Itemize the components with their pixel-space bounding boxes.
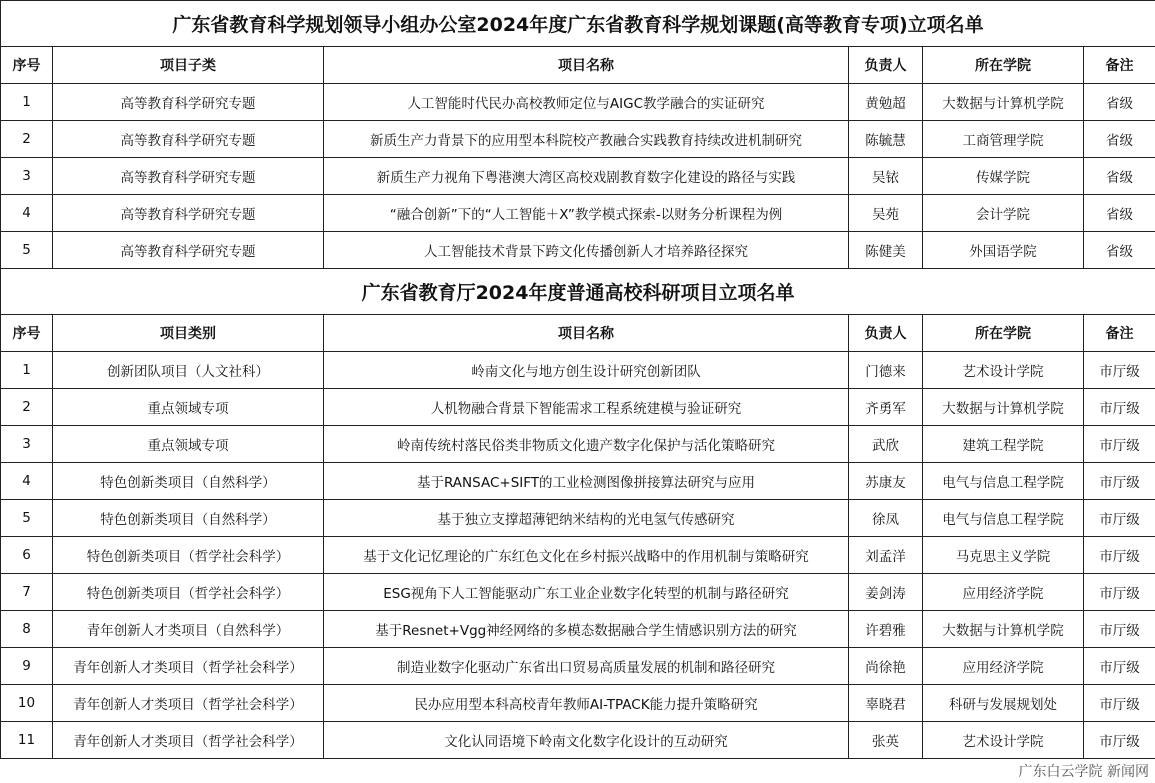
table-cell: 姜剑涛 — [849, 574, 923, 611]
column-header: 项目名称 — [324, 47, 849, 84]
table-cell: 8 — [1, 611, 53, 648]
table-row — [1, 500, 1155, 537]
table-cell: 基于Resnet+Vgg神经网络的多模态数据融合学生情感识别方法的研究 — [324, 611, 849, 648]
table-row — [1, 158, 1155, 195]
table-cell: 市厅级 — [1084, 500, 1155, 537]
table-cell: 许碧雅 — [849, 611, 923, 648]
table-cell: 黄勉超 — [849, 84, 923, 121]
table-cell: 6 — [1, 537, 53, 574]
table-cell: 建筑工程学院 — [923, 426, 1084, 463]
table-cell: 5 — [1, 500, 53, 537]
table-cell: 1 — [1, 84, 53, 121]
table-cell: 吴铱 — [849, 158, 923, 195]
table-cell: 特色创新类项目（哲学社会科学） — [53, 537, 324, 574]
table-row — [1, 389, 1155, 426]
table-cell: 市厅级 — [1084, 537, 1155, 574]
table-cell: 4 — [1, 195, 53, 232]
table-row — [1, 195, 1155, 232]
table-cell: 高等教育科学研究专题 — [53, 121, 324, 158]
table-cell: 应用经济学院 — [923, 574, 1084, 611]
section-title: 广东省教育厅2024年度普通高校科研项目立项名单 — [1, 269, 1155, 315]
table-cell: 尚徐艳 — [849, 648, 923, 685]
column-header: 项目名称 — [324, 315, 849, 352]
column-header: 所在学院 — [923, 47, 1084, 84]
table-cell: 基于独立支撑超薄钯纳米结构的光电氢气传感研究 — [324, 500, 849, 537]
table-cell: 人工智能技术背景下跨文化传播创新人才培养路径探究 — [324, 232, 849, 269]
table-cell: 岭南文化与地方创生设计研究创新团队 — [324, 352, 849, 389]
table-cell: 民办应用型本科高校青年教师AI-TPACK能力提升策略研究 — [324, 685, 849, 722]
column-header: 备注 — [1084, 315, 1155, 352]
table-cell: 大数据与计算机学院 — [923, 84, 1084, 121]
table-cell: 电气与信息工程学院 — [923, 463, 1084, 500]
table-cell: 文化认同语境下岭南文化数字化设计的互动研究 — [324, 722, 849, 759]
table-cell: 特色创新类项目（哲学社会科学） — [53, 574, 324, 611]
table-cell: 高等教育科学研究专题 — [53, 158, 324, 195]
table-cell: “融合创新”下的“人工智能＋X”教学模式探索-以财务分析课程为例 — [324, 195, 849, 232]
column-header: 备注 — [1084, 47, 1155, 84]
table-cell: 外国语学院 — [923, 232, 1084, 269]
table-row — [1, 121, 1155, 158]
table-cell: 省级 — [1084, 121, 1155, 158]
table-cell: 基于RANSAC+SIFT的工业检测图像拼接算法研究与应用 — [324, 463, 849, 500]
table-cell: 市厅级 — [1084, 352, 1155, 389]
table-cell: 传媒学院 — [923, 158, 1084, 195]
column-header: 负责人 — [849, 315, 923, 352]
table-row — [1, 463, 1155, 500]
table-cell: 制造业数字化驱动广东省出口贸易高质量发展的机制和路径研究 — [324, 648, 849, 685]
table-cell: 市厅级 — [1084, 463, 1155, 500]
table-cell: 省级 — [1084, 84, 1155, 121]
table-row — [1, 722, 1155, 759]
table-cell: 市厅级 — [1084, 685, 1155, 722]
table-cell: 2 — [1, 121, 53, 158]
table-cell: 青年创新人才类项目（哲学社会科学） — [53, 722, 324, 759]
table-row — [1, 648, 1155, 685]
table-cell: 岭南传统村落民俗类非物质文化遗产数字化保护与活化策略研究 — [324, 426, 849, 463]
table-cell: 青年创新人才类项目（自然科学） — [53, 611, 324, 648]
table-cell: 3 — [1, 426, 53, 463]
table-cell: ESG视角下人工智能驱动广东工业企业数字化转型的机制与路径研究 — [324, 574, 849, 611]
table-cell: 青年创新人才类项目（哲学社会科学） — [53, 648, 324, 685]
table-row — [1, 84, 1155, 121]
table-cell: 刘孟洋 — [849, 537, 923, 574]
table-cell: 武欣 — [849, 426, 923, 463]
table-cell: 11 — [1, 722, 53, 759]
table-cell: 市厅级 — [1084, 574, 1155, 611]
table-row — [1, 537, 1155, 574]
table-cell: 青年创新人才类项目（哲学社会科学） — [53, 685, 324, 722]
table-cell: 高等教育科学研究专题 — [53, 232, 324, 269]
table-row — [1, 574, 1155, 611]
table-cell: 市厅级 — [1084, 389, 1155, 426]
table-cell: 特色创新类项目（自然科学） — [53, 500, 324, 537]
table-cell: 市厅级 — [1084, 426, 1155, 463]
table-cell: 大数据与计算机学院 — [923, 389, 1084, 426]
table-row — [1, 685, 1155, 722]
table-cell: 4 — [1, 463, 53, 500]
table-row — [1, 611, 1155, 648]
table-cell: 10 — [1, 685, 53, 722]
table-cell: 高等教育科学研究专题 — [53, 84, 324, 121]
table-cell: 重点领域专项 — [53, 426, 324, 463]
table-cell: 9 — [1, 648, 53, 685]
table-cell: 2 — [1, 389, 53, 426]
table-cell: 基于文化记忆理论的广东红色文化在乡村振兴战略中的作用机制与策略研究 — [324, 537, 849, 574]
table-cell: 张英 — [849, 722, 923, 759]
table-cell: 门德来 — [849, 352, 923, 389]
column-header: 序号 — [1, 315, 53, 352]
table-cell: 省级 — [1084, 195, 1155, 232]
table-row — [1, 352, 1155, 389]
table-cell: 市厅级 — [1084, 648, 1155, 685]
table-cell: 新质生产力视角下粤港澳大湾区高校戏剧教育数字化建设的路径与实践 — [324, 158, 849, 195]
table-cell: 高等教育科学研究专题 — [53, 195, 324, 232]
column-header: 负责人 — [849, 47, 923, 84]
column-header: 序号 — [1, 47, 53, 84]
table-cell: 应用经济学院 — [923, 648, 1084, 685]
table-cell: 电气与信息工程学院 — [923, 500, 1084, 537]
table-cell: 人工智能时代民办高校教师定位与AIGC教学融合的实证研究 — [324, 84, 849, 121]
table-cell: 陈毓慧 — [849, 121, 923, 158]
table-cell: 5 — [1, 232, 53, 269]
table-cell: 人机物融合背景下智能需求工程系统建模与验证研究 — [324, 389, 849, 426]
table-cell: 马克思主义学院 — [923, 537, 1084, 574]
table-cell: 3 — [1, 158, 53, 195]
table-cell: 创新团队项目（人文社科） — [53, 352, 324, 389]
table-cell: 艺术设计学院 — [923, 352, 1084, 389]
table-row — [1, 232, 1155, 269]
header-row — [1, 315, 1155, 352]
table-cell: 特色创新类项目（自然科学） — [53, 463, 324, 500]
table-cell: 重点领域专项 — [53, 389, 324, 426]
table-cell: 苏康友 — [849, 463, 923, 500]
table-cell: 吴苑 — [849, 195, 923, 232]
table-cell: 市厅级 — [1084, 722, 1155, 759]
table-cell: 齐勇军 — [849, 389, 923, 426]
table-row — [1, 426, 1155, 463]
table-cell: 省级 — [1084, 232, 1155, 269]
column-header: 所在学院 — [923, 315, 1084, 352]
table-cell: 会计学院 — [923, 195, 1084, 232]
table-cell: 陈健美 — [849, 232, 923, 269]
table-cell: 市厅级 — [1084, 611, 1155, 648]
table-cell: 省级 — [1084, 158, 1155, 195]
watermark: 广东白云学院 新闻网 — [0, 759, 1155, 783]
table-cell: 大数据与计算机学院 — [923, 611, 1084, 648]
section-title: 广东省教育科学规划领导小组办公室2024年度广东省教育科学规划课题(高等教育专项)立项名单 — [1, 1, 1155, 47]
table-cell: 新质生产力背景下的应用型本科院校产教融合实践教育持续改进机制研究 — [324, 121, 849, 158]
column-header: 项目子类 — [53, 47, 324, 84]
table-cell: 艺术设计学院 — [923, 722, 1084, 759]
header-row — [1, 47, 1155, 84]
table-cell: 7 — [1, 574, 53, 611]
table-cell: 徐凤 — [849, 500, 923, 537]
column-header: 项目类别 — [53, 315, 324, 352]
table-cell: 工商管理学院 — [923, 121, 1084, 158]
table-cell: 1 — [1, 352, 53, 389]
table-cell: 辜晓君 — [849, 685, 923, 722]
table-cell: 科研与发展规划处 — [923, 685, 1084, 722]
